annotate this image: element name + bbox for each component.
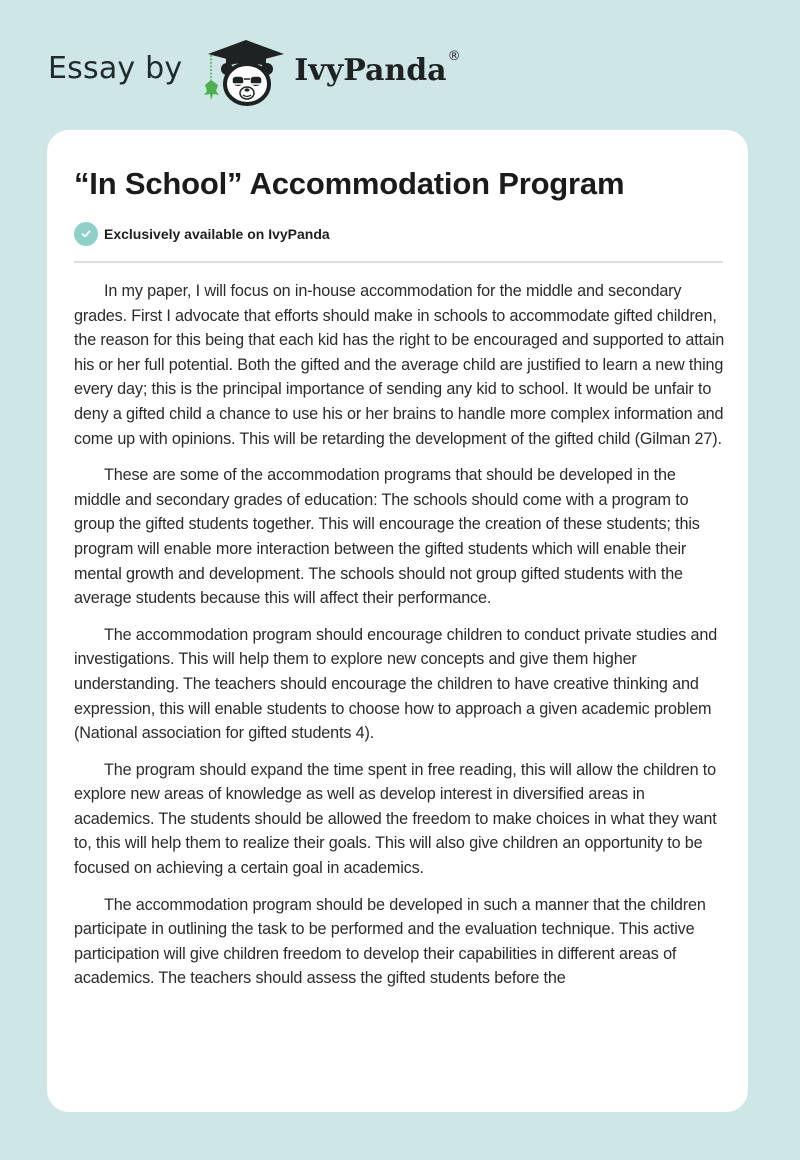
ivypanda-wordmark: IvyPanda	[294, 52, 447, 88]
exclusive-badge-text: Exclusively available on IvyPanda	[104, 226, 330, 242]
site-header-brand[interactable]	[48, 36, 461, 108]
essay-by-label: Essay by	[48, 50, 183, 86]
essay-paragraph: In my paper, I will focus on in-house accommodation for the middle and secondary grades. First I advocate that efforts should make in schools to accommodate gifted children, the reason for this being that each kid has the right to be encouraged and supported to attain his or her full potential. Both the gifted and the average child are justified to learn a new thing every day; this is the principal importance of sending any kid to school. It would be unfair to deny a gifted child a chance to use his or her brains to handle more complex information and come up with opinions. This will be retarding the development of the gifted child (Gilman 27).	[74, 282, 725, 448]
registered-mark: ®	[447, 48, 461, 64]
essay-body	[74, 279, 726, 1003]
essay-card	[47, 130, 748, 1112]
panda-graduation-cap-icon	[200, 36, 288, 108]
essay-paragraph: The accommodation program should be developed in such a manner that the children participate in outlining the task to be performed and the evaluation technique. This active participation will give children freedom to develop their capabilities in different areas of academics. The teachers should assess the gifted students before the	[74, 895, 706, 988]
header-divider	[74, 261, 723, 263]
essay-title: “In School” Accommodation Program	[74, 166, 625, 201]
essay-paragraph: The accommodation program should encourage children to conduct private studies and investigations. This will help them to explore new concepts and give them higher understanding. The teachers should encourage the children to have creative thinking and expression, this will enable students to choose how to approach a given academic problem (National association for gifted students 4).	[74, 625, 718, 743]
check-circle-icon	[74, 222, 98, 246]
essay-paragraph: The program should expand the time spent in free reading, this will allow the children to explore new areas of knowledge as well as develop interest in diversified areas in academics. The students should be allowed the freedom to make choices in what they want to, this will help them to realize their goals. This will also give children an opportunity to be focused on achieving a certain goal in academics.	[74, 760, 717, 878]
essay-paragraph: These are some of the accommodation programs that should be developed in the middle and secondary grades of education: The schools should come with a program to group the gifted students together. This will encourage the creation of these students; this program will enable more interaction between the gifted students which will enable their mental growth and development. The schools should not group gifted students with the average students because this will affect their performance.	[74, 466, 700, 608]
exclusive-badge	[74, 222, 330, 246]
